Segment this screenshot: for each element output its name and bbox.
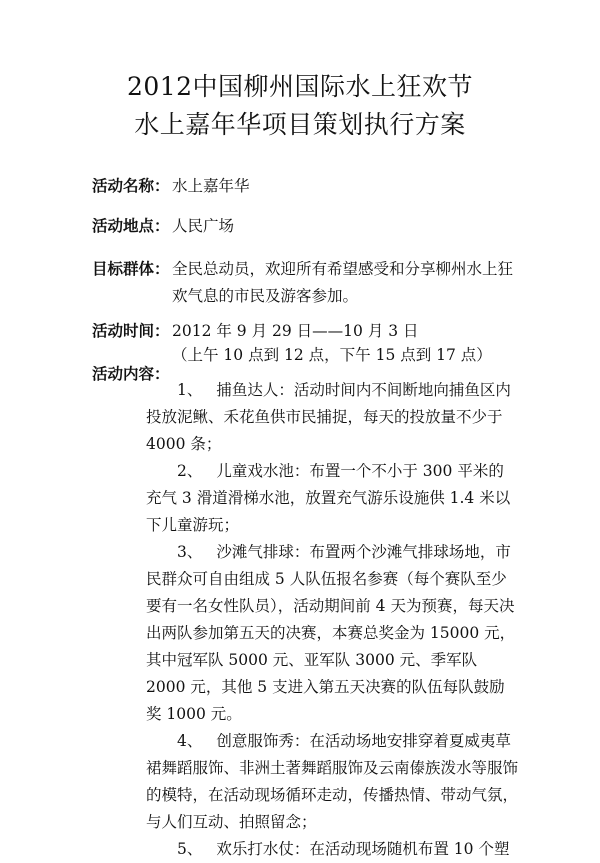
target-audience-value: 全民总动员，欢迎所有希望感受和分享柳州水上狂欢气息的市民及游客参加。	[172, 260, 514, 305]
item-text: 捕鱼达人：活动时间内不间断地向捕鱼区内投放泥鳅、禾花鱼供市民捕捉，每天的投放量不少于 4000 条；	[146, 381, 511, 453]
activity-content-label: 活动内容：	[92, 365, 170, 383]
content-item-1	[146, 377, 518, 458]
content-item-4	[146, 728, 518, 836]
content-item-2	[146, 458, 518, 539]
document-title-line-1: 2012中国柳州国际水上狂欢节	[126, 72, 474, 101]
activity-name-label: 活动名称：	[92, 177, 170, 195]
activity-time-label: 活动时间：	[92, 322, 170, 340]
target-audience-label: 目标群体：	[92, 260, 170, 278]
activity-location-label: 活动地点：	[92, 217, 170, 235]
document-title-line-2: 水上嘉年华项目策划执行方案	[134, 110, 466, 139]
item-number: 3、	[177, 543, 203, 561]
item-number: 5、	[177, 840, 203, 858]
activity-time-detail: （上午 10 点到 12 点，下午 15 点到 17 点）	[172, 346, 492, 364]
item-text: 沙滩气排球：布置两个沙滩气排球场地，市民群众可自由组成 5 人队伍报名参赛（每个赛队至少要有一名女性队员），活动期间前 4 天为预赛，每天决出两队参加第五天的决赛，本赛总奖金为 15000 元，其中冠军队 5000 元、亚军队 3000 元、季军队 2000 元，其他 5 支进入第五天决赛的队伍每队鼓励奖 1000 元。	[146, 543, 516, 723]
item-text: 创意服饰秀：在活动场地安排穿着夏威夷草裙舞蹈服饰、非洲土著舞蹈服饰及云南傣族泼水等服饰的模特，在活动现场循环走动，传播热情、带动气氛，与人们互动、拍照留念；	[146, 732, 519, 831]
activity-time-value: 2012 年 9 月 29 日——10 月 3 日	[172, 322, 419, 340]
activity-location-value: 人民广场	[172, 217, 235, 235]
content-item-3	[146, 539, 518, 728]
item-number: 4、	[177, 732, 203, 750]
activity-name-value: 水上嘉年华	[172, 177, 250, 195]
item-number: 1、	[177, 381, 203, 399]
item-number: 2、	[177, 462, 203, 480]
activity-content-list	[146, 377, 518, 863]
item-text: 儿童戏水池：布置一个不小于 300 平米的充气 3 滑道滑梯水池，放置充气游乐设施供 1.4 米以下儿童游玩；	[146, 462, 511, 534]
item-text: 欢乐打水仗：在活动现场随机布置 10 个塑	[216, 840, 510, 858]
